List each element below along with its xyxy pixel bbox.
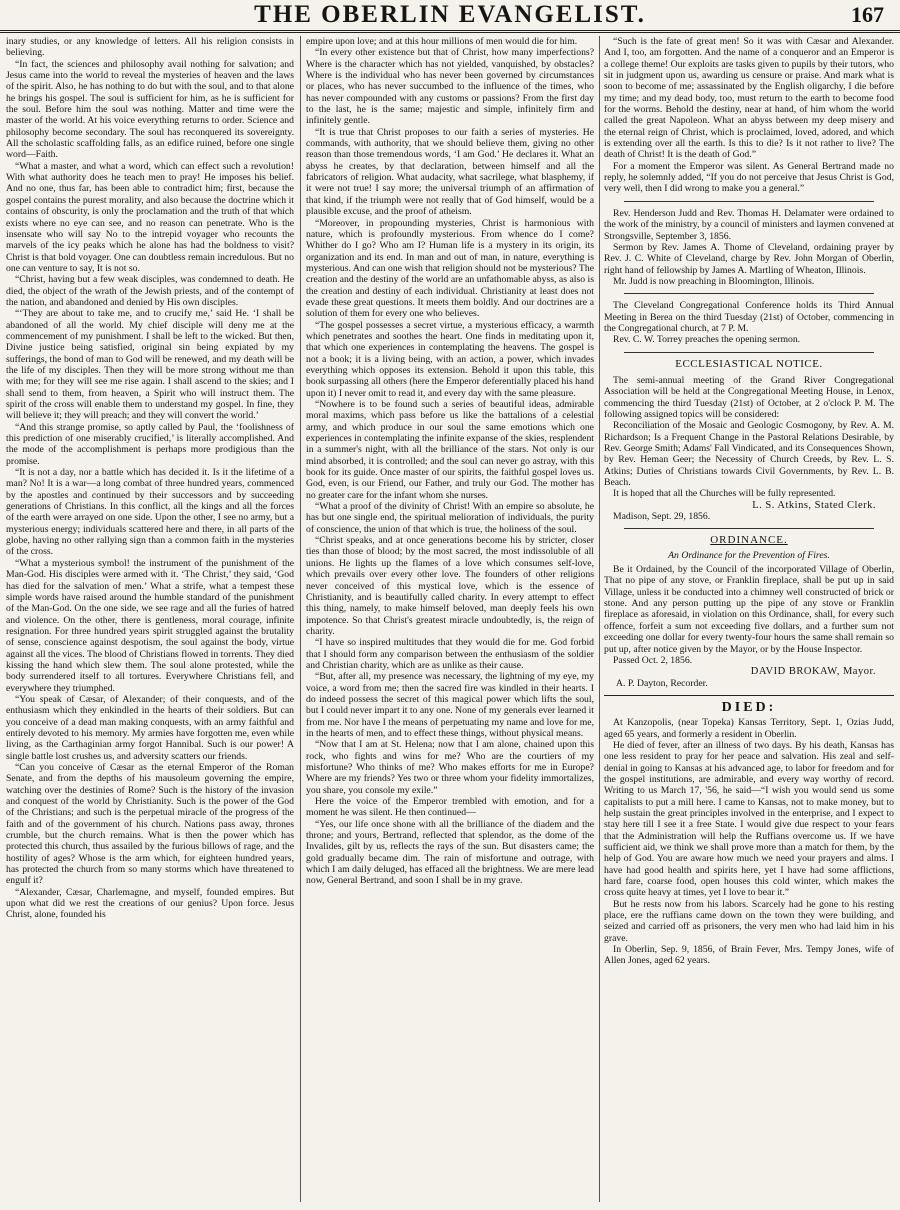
- column-3: [604, 36, 894, 1202]
- paragraph: “What a mysterious symbol! the instrument of the punishment of the Man-God. His disciples were armed with it. ‘The Christ,’ they said, ‘God has died for the salvation of men.’ What a strife, what a tempest these simple words have raised around the humble standard of the punishment of the Man-God. On the one side, we see rage and all the furies of hatred and violence. On the other, there is gentleness, moral courage, infinite resignation. For three hundred years spirit struggled against the brutality of sense, conscience against despotism, the soul against the body, virtue against all the vices. The blood of Christians flowed in torrents. They died kissing the hand which slew them. The soul alone protested, while the body surrendered itself to all tortures. Everywhere Christians fell, and everywhere they triumphed.: [6, 557, 294, 694]
- mayor-signature: DAVID BROKAW, Mayor.: [750, 666, 876, 678]
- paragraph: “Nowhere is to be found such a series of beautiful ideas, admirable moral maxims, which pass before us like the battalions of a celestial army, and which produce in our soul the same emotions which one experiences in contemplating the infinite expanse of the skies, resplendent in a summer's night, with all the brilliance of the stars. Not only is our mind absorbed, it is controlled; and the soul can never go astray, with this book for its guide. Once master of our spirits, the faithful gospel loves us. God, even, is our Friend, our Father, and truly our God. The mother has no greater care for the infant whom she nurses.: [306, 399, 594, 501]
- paragraph: “Yes, our life once shone with all the brilliance of the diadem and the throne; and yours, Bertrand, reflected that splendor, as the dome of the Invalides, gilt by us, reflects the rays of the sun. But disasters came; the gold gradually became dim. The rain of misfortune and outrage, with which I am daily deluged, has effaced all the brightness. We are mere lead now, General Bertrand, and soon I shall be in my grave.: [306, 818, 594, 887]
- paragraph: “It is not a day, nor a battle which has decided it. Is it the lifetime of a man? No! It is a war—a long combat of three hundred years, commenced by the apostles and continued by their successors and by succeeding generations of Christians. In this conflict, all the kings and all the forces of the earth were arrayed on one side. Upon the other, I see no army, but a mysterious energy; individuals scattered here and there, in all parts of the globe, having no other rallying sign than a common faith in the mysteries of the cross.: [6, 467, 294, 558]
- ordinance-passed-date: Passed Oct. 2, 1856.: [613, 654, 693, 666]
- newspaper-title: THE OBERLIN EVANGELIST.: [254, 1, 646, 28]
- ecclesiastical-notice-heading: ECCLESIASTICAL NOTICE.: [675, 357, 823, 370]
- paragraph: “And this strange promise, so aptly called by Paul, the ‘foolishness of this prediction of one miserably crucified,’ is literally accomplished. And the mode of the accomplishment is perhaps more prodigious than the promise.: [6, 421, 294, 467]
- paragraph: “‘They are about to take me, and to crucify me,’ said He. ‘I shall be abandoned of all the world. My chief disciple will deny me at the commencement of my punishment. I shall be left to the wicked. But then, Divine justice being satisfied, original sin being expiated by my sufferings, the bond of man to God will be renewed, and my death will be the life of my disciples. Then they will be more strong without me than with me; for they will see me rise again. I shall ascend to the skies; and I shall send to them, from heaven, a Spirit who will instruct them. The spirit of the cross will enable them to understand my gospel. In fine, they will believe it; they will preach; and they will convert the world.’: [6, 308, 294, 422]
- paragraph: “Alexander, Cæsar, Charlemagne, and myself, founded empires. But upon what did we rest the creations of our genius? Upon force. Jesus Christ, alone, founded his: [6, 886, 294, 921]
- paragraph: The semi-annual meeting of the Grand River Congregational Association will be held at the Congregational Meeting House, in Lenox, commencing the third Tuesday (21st) of October, at 2 o'clock P. M. The following assigned topics will be considered:: [604, 374, 894, 420]
- paragraph: “But, after all, my presence was necessary, the lightning of my eye, my voice, a word from me; then the sacred fire was kindled in their hearts. I do indeed possess the secret of this magical power which lifts the soul, but I could never impart it to any one. None of my generals ever learned it from me. Nor have I the means of perpetuating my name and love for me, in the hearts of men, and to effect these things, without physical means.: [306, 671, 594, 739]
- paragraph: Sermon by Rev. James A. Thome of Cleveland, ordaining prayer by Rev. J. C. White of Cleveland, charge by Rev. John Morgan of Oberlin, right hand of fellowship by James A. Martling of Wheaton, Illinois.: [604, 241, 894, 276]
- ordinance-heading: ORDINANCE.: [710, 534, 788, 547]
- paragraph: “It is true that Christ proposes to our faith a series of mysteries. He commands, with authority, that we should believe them, giving no other reason than those tremendous words, ‘I am God.’ He declares it. What an abyss he creates, by that declaration, between himself and all the fabricators of religion. What audacity, what sacrilege, what blasphemy, if it were not true! I say more; the universal triumph of an affirmation of that kind, if the triumph were not really that of God himself, would be a plausible excuse, and the proof of atheism.: [306, 126, 594, 218]
- paragraph: Rev. C. W. Torrey preaches the opening sermon.: [613, 334, 801, 346]
- obituary: But he rests now from his labors. Scarcely had he gone to his resting place, ere the ruffians came down on the town they were building, and seized and carried off as prisoners, the very men who had laid him in his grave.: [604, 898, 894, 944]
- paragraph: “What a proof of the divinity of Christ! With an empire so absolute, he has but one single end, the spiritual melioration of individuals, the purity of conscience, the union of that which is true, the holiness of the soul.: [306, 501, 594, 535]
- paragraph: “I have so inspired multitudes that they would die for me. God forbid that I should form any comparison between the enthusiasm of the soldier and Christian charity, which are as unlike as their cause.: [306, 637, 594, 671]
- column-2: [306, 36, 594, 1202]
- conference-notice: The Cleveland Congregational Conference holds its Third Annual Meeting in Berea on the third Tuesday (21st) of October, commencing in the Congregational church, at 7 P. M.: [604, 300, 894, 334]
- masthead: [0, 0, 900, 33]
- obituary: In Oberlin, Sep. 9, 1856, of Brain Fever, Mrs. Tempy Jones, wife of Allen Jones, aged 62 years.: [604, 944, 894, 967]
- ordinance-title: An Ordinance for the Prevention of Fires.: [668, 549, 830, 561]
- paragraph: It is hoped that all the Churches will be fully represented.: [613, 488, 836, 500]
- obituary: He died of fever, after an illness of two days. By his death, Kansas has one less resident to pray for her peace and salvation. His zeal and self-denial in going to Kansas at his advanced age, to labor for freedom and for the gospel institutions, are admirable, and every way worthy of record. Writing to us March 17, '56, he said—“I wish you would send us some capitalists to put a mill here. I came to Kansas, not to make money, but to help sustain the great principles involved in the enterprise, and I expect to stay here till I see it a free State. I would give due respect to your fears that the Administration will help the Ruffians overcome us. If we have sufficient aid, we think we shall prove more than a match for them, by the help of God. You are aware how much we need your prayers and alms. I have had good health and spirits here, yet I have had some afflictions, hard fare, coarse food, open houses this cold winter, which makes the cross quite heavy at times, yet I love to bear it.”: [604, 739, 894, 899]
- section-divider: [624, 528, 874, 529]
- column-rule: [599, 36, 600, 1202]
- column-rule: [300, 36, 301, 1202]
- paragraph: “What a master, and what a word, which can effect such a revolution! With what authority does he teach men to pray! He imposes his belief. And no one, thus far, has been able to contradict him; first, because the gospel contains the purest morality, and also because the doctrine which it contains of obscurity, is only the proclamation and the truth of that which exists where no eye can see, and no reason can penetrate. Who is the insensate who will say No to the intrepid voyager who recounts the marvels of the icy peaks which he alone has had the boldness to visit? Christ is that bold voyager. One can doubtless remain incredulous. But no one can venture to say, It is not so.: [6, 160, 294, 274]
- paragraph: “The gospel possesses a secret virtue, a mysterious efficacy, a warmth which penetrates and soothes the heart. One finds in meditating upon it, that which one experiences in contemplating the heavens. The gospel is not a book; it is a living being, with an action, a power, which invades everything which opposes its extension. Behold it upon this table, this book surpassing all others (here the Emperor deferentially placed his hand upon it) I never omit to read it, and every day with the same pleasure.: [306, 319, 594, 399]
- paragraph: empire upon love; and at this hour millions of men would die for him.: [306, 36, 578, 47]
- clerk-signature: L. S. Atkins, Stated Clerk.: [752, 499, 876, 511]
- paragraph: Mr. Judd is now preaching in Bloomington, Illinois.: [613, 275, 815, 287]
- ordination-notice: Rev. Henderson Judd and Rev. Thomas H. Delamater were ordained to the work of the ministry, by a council of ministers and laymen convened at Strongsville, September 3, 1856.: [604, 207, 894, 242]
- section-divider: [624, 201, 874, 202]
- paragraph: “In every other existence but that of Christ, how many imperfections? Where is the character which has not yielded, vanquished, by obstacles? Where is the individual who has never been governed by circumstances or places, who has never succumbed to the influence of the times, who has never compounded with any customs or passions? From the first day to the last, he is the same; majestic and simple, infinitely firm and infinitely gentle.: [306, 47, 594, 127]
- section-divider: [624, 352, 874, 353]
- column-1: [6, 36, 294, 1202]
- page-number: 167: [851, 2, 884, 27]
- paragraph: “Christ, having but a few weak disciples, was condemned to death. He died, the object of the wrath of the Jewish priests, and of the contempt of the nation, and abandoned and denied by His own disciples.: [6, 274, 294, 308]
- paragraph: “Moreover, in propounding mysteries, Christ is harmonious with nature, which is profoundly mysterious. From whence do I come? Whither do I go? Who am I? Human life is a mystery in its origin, its organization and its end. In man and out of man, in nature, everything is mysterious. And can one wish that religion should not be mysterious? The creation and the destiny of the world are an unfathomable abyss, as also is the creation and destiny of each individual. Christianity at least does not evade these great questions. It meets them boldly. And our doctrines are a solution of them for every one who believes.: [306, 217, 594, 320]
- paragraph: “Christ speaks, and at once generations become his by stricter, closer ties than those of blood; by the most sacred, the most indissoluble of all unions. He lights up the flames of a love which consumes self-love, which prevails over every other love. The founders of other religions never conceived of this mystical love, which is the essence of Christianity, and is beautifully called charity. In every attempt to effect this thing, namely, to make himself beloved, man deeply feels his own impotence. So that Christ's greatest miracle undoubtedly, is, the reign of charity.: [306, 535, 594, 637]
- ordinance-body: Be it Ordained, by the Council of the incorporated Village of Oberlin, That no pipe of any stove, or Franklin fireplace, shall be put up in said Village, unless it be conducted into a chimney well constructed of brick or stone. And any person putting up the pipe of any stove or Franklin fireplace as aforesaid, in violation on this Ordinance, shall, for every such offence, forfeit a sum not exceeding five dollars, and a further sum not exceeding one dollar for every twenty-four hours the same shall remain so put up, after notice given by the Mayor, or by the House Inspector.: [604, 564, 894, 655]
- paragraph: inary studies, or any knowledge of letters. All his religion consists in believing.: [6, 36, 294, 59]
- notice-date: Madison, Sept. 29, 1856.: [613, 511, 711, 523]
- paragraph: “In fact, the sciences and philosophy avail nothing for salvation; and Jesus came into the world to reveal the mysteries of heaven and the laws of the spirit. Also, he has nothing to do but with the soul, and to that alone he brings his gospel. The soul is sufficient for him, as he is sufficient for the soul. Before him the soul was nothing. Matter and time were the master of the world. At his voice everything returns to order. Science and philosophy become secondary. The soul has reconquered its sovereignty. All the scholastic scaffolding falls, as an edifice ruined, before one single word—Faith.: [6, 58, 294, 161]
- paragraph: “Can you conceive of Cæsar as the eternal Emperor of the Roman Senate, and from the depths of his mausoleum governing the empire, watching over the destinies of Rome? Such is the history of the invasion and conquest of the world by Christianity. Such is the power of the God of the Christians; and such is the perpetual miracle of the progress of the faith and of the government of his church. Nations pass away, thrones crumble, but the church remains. What is then the power which has protected this church, thus assailed by the furious billows of rage, and the hostility of ages? Whose is the arm which, for eighteen hundred years, has protected the church from so many storms which have threatened to engulf it?: [6, 762, 294, 887]
- paragraph: Reconciliation of the Mosaic and Geologic Cosmogony, by Rev. A. M. Richardson; Is a Frequent Change in the Pastoral Relations Desirable, by Rev. George Smith; Adams' Fall Vindicated, and its Consequences Shown, by Rev. Heman Geer; the Necessity of Church Creeds, by Rev. L. S. Atkins; Duties of Christians towards Civil Governments, by Rev. L. B. Beach.: [604, 420, 894, 489]
- recorder-signature: A. P. Dayton, Recorder.: [616, 677, 708, 689]
- paragraph: Here the voice of the Emperor trembled with emotion, and for a moment he was silent. He then continued—: [306, 796, 594, 819]
- paragraph: “Now that I am at St. Helena; now that I am alone, chained upon this rock, who fights and wins for me? Who are the courtiers of my misfortune? Who thinks of me? Who makes efforts for me in Europe? Where are my friends? Yes two or three whom your fidelity immortalizes, you share, you console my exile.”: [306, 739, 594, 796]
- died-heading: DIED:: [721, 699, 777, 715]
- paragraph: “Such is the fate of great men! So it was with Cæsar and Alexander. And I, too, am forgotten. And the name of a conqueror and an Emperor is a college theme! Our exploits are tasks given to pupils by their tutors, who sit in judgment upon us, awarding us censure or praise. And mark what is soon to become of me; assassinated by the English oligarchy, I die before my time; and my dead body, too, must return to the earth to become food for the worms. Behold the destiny, near at hand, of him whom the world called the great Napoleon. What an abyss between my deep misery and the eternal reign of Christ, which is proclaimed, loved, adored, and which is extending over all the earth. Is this to die? Is it not rather to live? The death of Christ! It is the death of God.”: [604, 36, 894, 161]
- section-divider: [604, 695, 894, 696]
- section-divider: [624, 293, 874, 294]
- paragraph: “You speak of Cæsar, of Alexander; of their conquests, and of the enthusiasm which they enkindled in the hearts of their soldiers. But can you conceive of a dead man making conquests, with an army faithful and entirely devoted to his memory. My armies have forgotten me, even while living, as the Carthaginian army forgot Hannibal. Such is our power! A single battle lost crushes us, and adversity scatters our friends.: [6, 693, 294, 762]
- obituary: At Kanzopolis, (near Topeka) Kansas Territory, Sept. 1, Ozias Judd, aged 65 years, and formerly a resident in Oberlin.: [604, 717, 894, 740]
- paragraph: For a moment the Emperor was silent. As General Bertrand made no reply, he solemnly added, “If you do not perceive that Jesus Christ is God, very well, then I did wrong to make you a general.”: [604, 160, 894, 195]
